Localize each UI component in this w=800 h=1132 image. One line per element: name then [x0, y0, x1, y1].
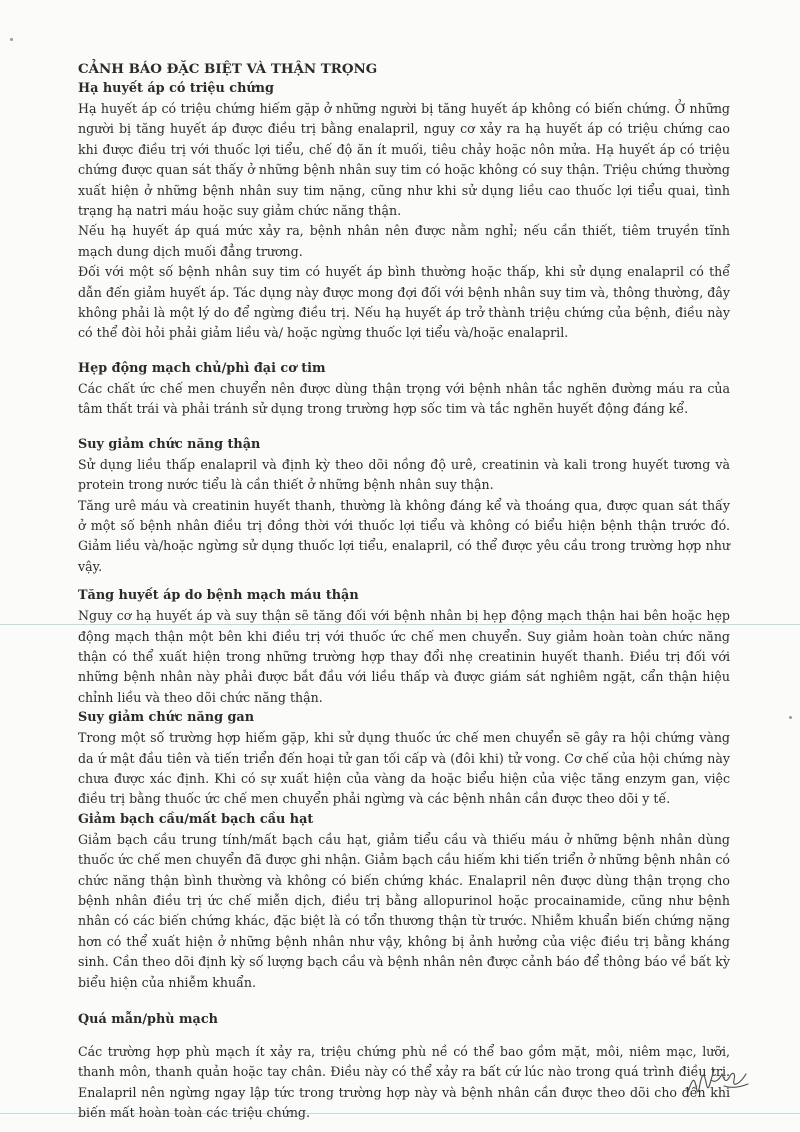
section-angioedema	[78, 1010, 730, 1124]
section-renal-impairment	[78, 435, 730, 577]
paragraph: Hạ huyết áp có triệu chứng hiếm gặp ở những người bị tăng huyết áp không có biến chứng. Ở những người bị tăng huyết áp được điều trị bằng enalapril, nguy cơ xảy ra hạ huyết áp có triệu chứng cao khi được điều trị với thuốc lợi tiểu, chế độ ăn ít muối, tiêu chảy hoặc nôn mửa. Hạ huyết áp có triệu chứng được quan sát thấy ở những bệnh nhân suy tim có hoặc không có suy thận. Triệu chứng thường xuất hiện ở những bệnh nhân suy tim nặng, cũng như khi sử dụng liều cao thuốc lợi tiểu quai, tình trạng hạ natri máu hoặc suy giảm chức năng thận.	[78, 101, 730, 219]
paragraph: Các trường hợp phù mạch ít xảy ra, triệu chứng phù nề có thể bao gồm mặt, môi, niêm mạc, lưỡi, thanh môn, thanh quản hoặc tay chân. Điều này có thể xảy ra bất cứ lúc nào trong quá trình điều trị. Enalapril nên ngừng ngay lập tức trong trường hợp này và bệnh nhân cần được theo dõi cho đến khi biến mất hoàn toàn các triệu chứng.	[78, 1044, 730, 1121]
section-heading: Hẹp động mạch chủ/phì đại cơ tim	[78, 360, 326, 376]
section-heading: Suy giảm chức năng thận	[78, 436, 261, 452]
paragraph: Sử dụng liều thấp enalapril và định kỳ theo dõi nồng độ urê, creatinin và kali trong huyết tương và protein trong nước tiểu là cần thiết ở những bệnh nhân suy thận.	[78, 456, 730, 493]
paragraph: Nếu hạ huyết áp quá mức xảy ra, bệnh nhân nên được nằm nghỉ; nếu cần thiết, tiêm truyền tĩnh mạch dung dịch muối đẳng trương.	[78, 223, 730, 259]
document-page	[78, 60, 730, 1124]
section-renovascular-hypertension	[78, 586, 730, 708]
paragraph: Các chất ức chế men chuyển nên được dùng thận trọng với bệnh nhân tắc nghẽn đường máu ra của tâm thất trái và phải tránh sử dụng trong trường hợp sốc tim và tắc nghẽn huyết động đáng kể.	[78, 380, 730, 417]
paragraph: Tăng urê máu và creatinin huyết thanh, thường là không đáng kể và thoáng qua, được quan sát thấy ở một số bệnh nhân điều trị đồng thời với thuốc lợi tiểu và không có biểu hiện bệnh thận trước đó. Giảm liều và/hoặc ngừng sử dụng thuốc lợi tiểu, enalapril, có thể được yêu cầu trong trường hợp như vậy.	[78, 497, 730, 574]
paragraph: Nguy cơ hạ huyết áp và suy thận sẽ tăng đối với bệnh nhân bị hẹp động mạch thận hai bên hoặc hẹp động mạch thận một bên khi điều trị với thuốc ức chế men chuyển. Suy giảm hoàn toàn chức năng thận có thể xuất hiện trong những trường hợp thay đổi nhẹ creatinin huyết thanh. Điều trị đối với những bệnh nhân này phải được bắt đầu với liều thấp và được giám sát nghiêm ngặt, cẩn thận hiệu chỉnh liều và theo dõi chức năng thận.	[78, 608, 730, 705]
section-heading: Quá mẫn/phù mạch	[78, 1012, 218, 1028]
margin-mark	[789, 716, 792, 719]
section-symptomatic-hypotension	[78, 79, 730, 344]
document-title: CẢNH BÁO ĐẶC BIỆT VÀ THẬN TRỌNG	[78, 61, 378, 77]
section-aortic-stenosis	[78, 359, 730, 420]
section-neutropenia	[78, 810, 730, 993]
section-hepatic-impairment	[78, 708, 730, 810]
section-heading: Tăng huyết áp do bệnh mạch máu thận	[78, 588, 359, 604]
margin-mark	[10, 38, 13, 41]
paragraph: Trong một số trường hợp hiếm gặp, khi sử dụng thuốc ức chế men chuyển sẽ gây ra hội chứng vàng da ứ mật đầu tiên và tiến triển đến hoại tử gan tối cấp và (đôi khi) tử vong. Cơ chế của hội chứng này chưa được xác định. Khi có sự xuất hiện của vàng da hoặc biểu hiện của việc tăng enzym gan, việc điều trị bằng thuốc ức chế men chuyển phải ngừng và các bệnh nhân cần được theo dõi y tế.	[78, 730, 730, 807]
section-heading: Suy giảm chức năng gan	[78, 710, 255, 726]
handwritten-signature	[684, 1062, 764, 1102]
paragraph: Đối với một số bệnh nhân suy tim có huyết áp bình thường hoặc thấp, khi sử dụng enalapril có thể dẫn đến giảm huyết áp. Tác dụng này được mong đợi đối với bệnh nhân suy tim và, thông thường, đây không phải là một lý do để ngừng điều trị. Nếu hạ huyết áp trở thành triệu chứng của bệnh, điều này có thể đòi hỏi phải giảm liều và/ hoặc ngừng thuốc lợi tiểu và/hoặc enalapril.	[78, 264, 730, 341]
section-heading: Hạ huyết áp có triệu chứng	[78, 81, 274, 96]
paragraph: Giảm bạch cầu trung tính/mất bạch cầu hạt, giảm tiểu cầu và thiếu máu ở những bệnh nhân dùng thuốc ức chế men chuyển đã được ghi nhận. Giảm bạch cầu hiếm khi tiến triển ở những bệnh nhân có chức năng thận bình thường và không có biến chứng khác. Enalapril nên được dùng thận trọng cho bệnh nhân điều trị ức chế miễn dịch, điều trị bằng allopurinol hoặc procainamide, cũng như bệnh nhân có các biến chứng khác, đặc biệt là có tổn thương thận từ trước. Nhiễm khuẩn biến chứng nặng hơn có thể xuất hiện ở những bệnh nhân như vậy, không bị ảnh hưởng của việc điều trị bằng kháng sinh. Cần theo dõi định kỳ số lượng bạch cầu và bệnh nhân nên được cảnh báo để thông báo về bất kỳ biểu hiện của nhiễm khuẩn.	[78, 831, 730, 990]
section-heading: Giảm bạch cầu/mất bạch cầu hạt	[78, 811, 314, 827]
